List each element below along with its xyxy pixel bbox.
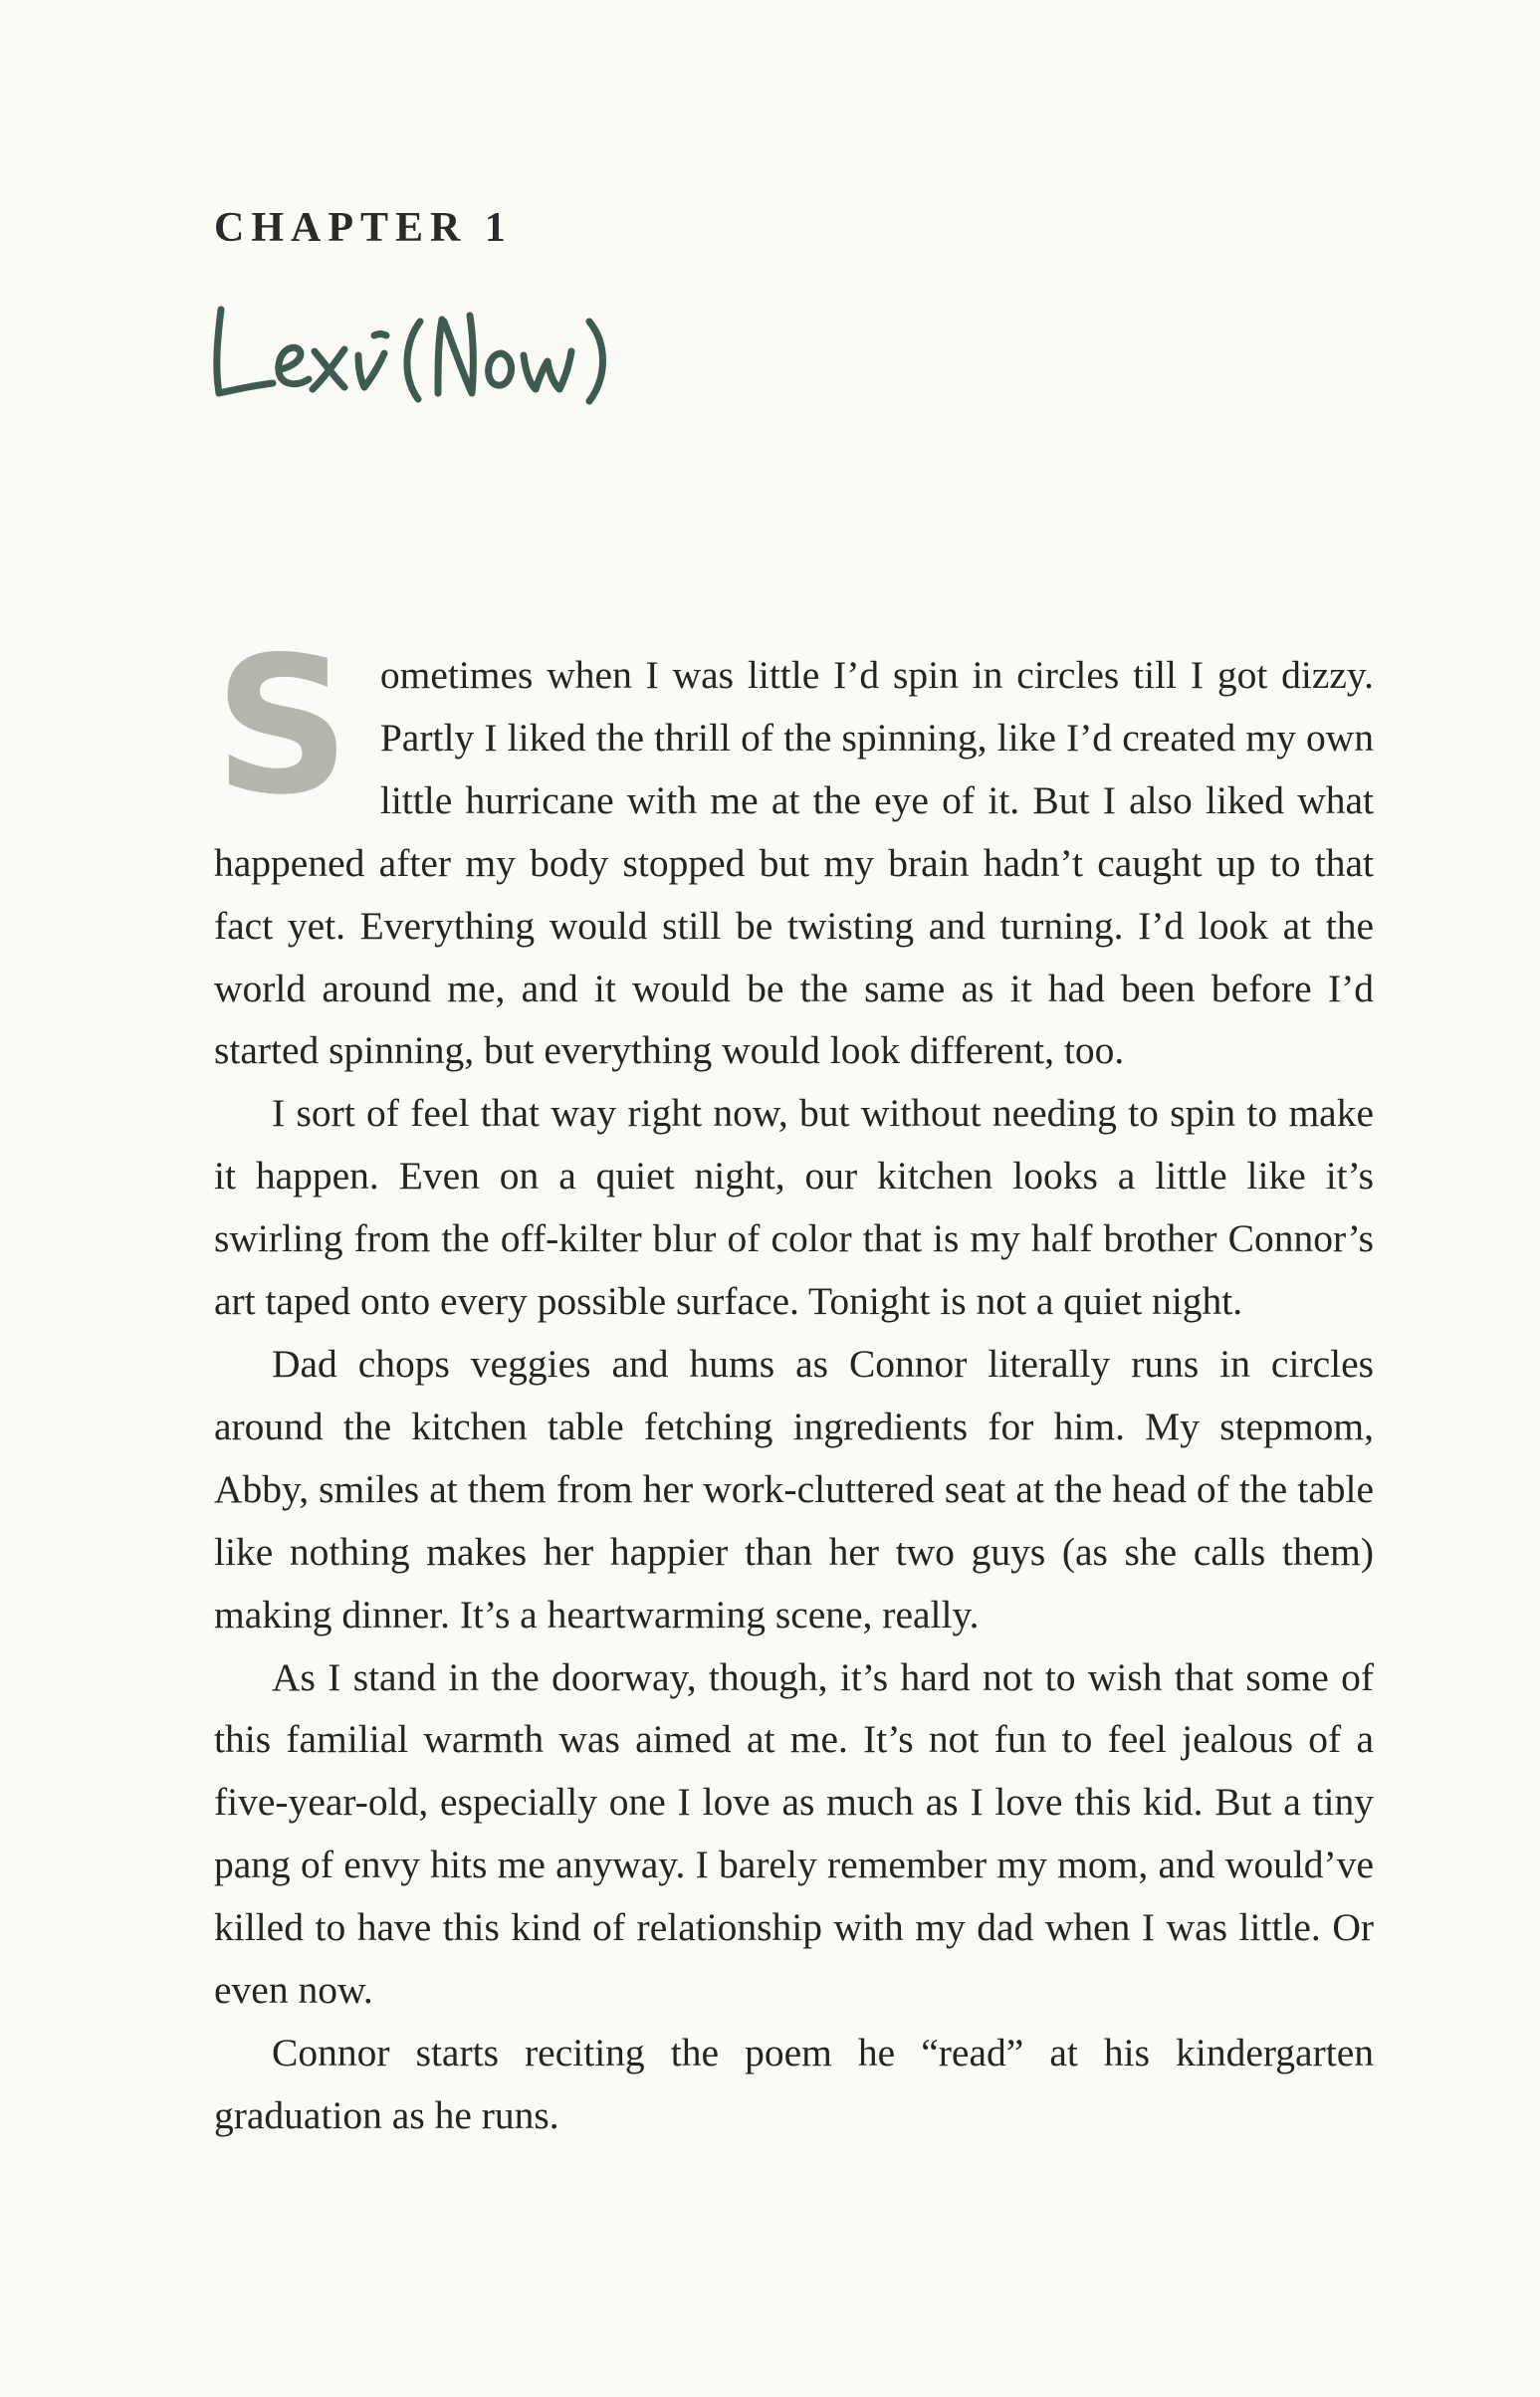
paragraph-2: I sort of feel that way right now, but without needing to spin to make it happen. Even on a quiet night, our kitchen looks a little like it’s swirling from the off-kilter blur of color that is my half brother Connor’s art taped onto every possible surface. Tonight is not a quiet night. xyxy=(214,1091,1374,1324)
paragraph-4: As I stand in the doorway, though, it’s hard not to wish that some of this familial warmth was aimed at me. It’s not fun to feel jealous of a five-year-old, especially one I love as much as I love this kid. But a tiny pang of envy hits me anyway. I barely remember my mom, and would’ve killed to have this kind of relationship with my dad when I was little. Or even now. xyxy=(214,1654,1374,2013)
paragraph-1-text: ometimes when I was little I’d spin in circles till I got dizzy. Partly I liked the thrill of the spinning, like I’d created my own little hurricane with me at the eye of it. But I also liked what happened after my body stopped but my brain hadn’t caught up to that fact yet. Everything would still be twisting and turning. I’d look at the world around me, and it would be the same as it had been before I’d started spinning, but everything would look different, too. xyxy=(214,653,1374,1073)
paragraph-1 xyxy=(214,616,1374,1082)
chapter-body xyxy=(214,616,1374,2147)
paragraph-3: Dad chops veggies and hums as Connor literally runs in circles around the kitchen table fetching ingredients for him. My stepmom, Abby, smiles at them from her work-cluttered seat at the head of the table like nothing makes her happier than her two guys (as she calls them) making dinner. It’s a heartwarming scene, really. xyxy=(214,1341,1374,1636)
chapter-title-handwritten xyxy=(207,282,625,411)
chapter-title-lettering xyxy=(207,282,625,411)
drop-cap: S xyxy=(214,616,350,836)
paragraph-5: Connor starts reciting the poem he “read” at his kindergarten graduation as he runs. xyxy=(214,2030,1374,2137)
chapter-label: CHAPTER 1 xyxy=(214,205,513,251)
